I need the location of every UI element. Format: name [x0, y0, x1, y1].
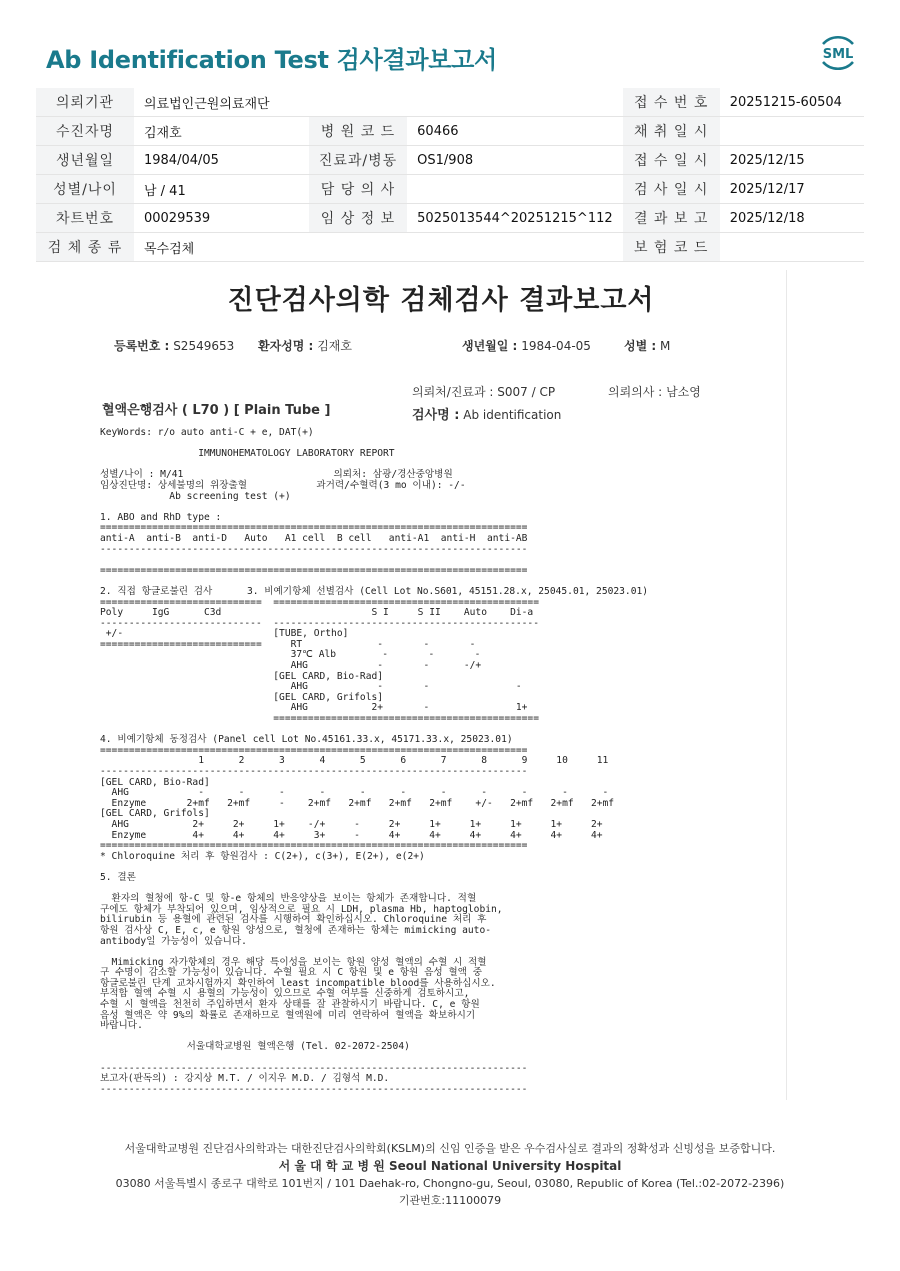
report-body: KeyWords: r/o auto anti-C + e, DAT(+) IMMUNOHEMATOLOGY LABORATORY REPORT 성별/나이 : M/41 의뢰처: 삼광/경산중앙병원 임상진단명: 상세불명의 위장출혈 과거력/수혈력(3 mo 이내): -/- Ab screening test (+) 1. ABO and RhD type : ========================================================================== anti-A anti-B anti-D Auto A1 cell B cell anti-A1 anti-H anti-AB -------------------------------------------------------------------------- ========================================================================== 2. 직접 항글로불린 검사 3. 비예기항체 선별검사 (Cell Lot No.S601, 45151.28.x, 25045.01, 25023.01) ============================ ============================================== Poly IgG C3d S I S II Auto Di-a ---------------------------- ---------------------------------------------- +/- [TUBE, Ortho] ============================ RT - - - 37℃ Alb - - - AHG - - -/+ [GEL CARD, Bio-Rad] AHG - - - [GEL CARD, Grifols] AHG 2+ - 1+ ============================================== 4. 비예기항체 동정검사 (Panel cell Lot No.45161.33.x, 45171.33.x, 25023.01) ========================================================================== 1 2 3 4 5 6 7 8 9 10 11 -------------------------------------------------------------------------- [GEL CARD, Bio-Rad] AHG - - - - - - - - - - - Enzyme 2+mf 2+mf - 2+mf 2+mf 2+mf 2+mf +/- 2+mf 2+mf 2+mf [GEL CARD, Grifols] AHG 2+ 2+ 1+ -/+ - 2+ 1+ 1+ 1+ 1+ 2+ Enzyme 4+ 4+ 4+ 3+ - 4+ 4+ 4+ 4+ 4+ 4+ ========================================================================== * Chloroquine 처리 후 항원검사 : C(2+), c(3+), E(2+), e(2+) 5. 결론 환자의 혈청에 항-C 및 항-e 항체의 반응양상을 보이는 항체가 존재합니다. 적혈 구에도 항체가 부착되어 있으며, 임상적으로 필요 시 LDH, plasma Hb, haptoglobin, bilirubin 등 용혈에 관련된 검사를 시행하여 확인하십시오. Chloroquine 처리 후 항원 검사상 C, E, c, e 항원 양성으로, 혈청에 존재하는 항체는 mimicking auto- antibody일 가능성이 있습니다. Mimicking 자가항체의 경우 해당 특이성을 보이는 항원 양성 혈액의 수혈 시 적혈 구 수명이 감소할 가능성이 있습니다. 수혈 필요 시 C 항원 및 e 항원 음성 혈액 중 항글로불린 단계 교차시험까지 확인하여 least incompatible blood를 사용하십시오. 부적합 혈액 수혈 시 용혈의 가능성이 있으므로 수혈 여부를 신중하게 검토하시고, 수혈 시 혈액을 천천히 주입하면서 환자 상태를 잘 관찰하시기 바랍니다. C, e 항원 음성 혈액은 약 9%의 확률로 존재하므로 혈액원에 미리 연락하여 혈액을 확보하시기 바랍니다. 서울대학교병원 혈액은행 (Tel. 02-2072-2504) -------------------------------------------------------------------------- 보고자(판독의) : 강지상 M.T. / 이지우 M.D. / 김형석 M.D. --------------------------------------------------------------------------	[100, 427, 649, 1095]
info-label: 진료과/병동	[309, 146, 407, 175]
info-value: OS1/908	[407, 146, 622, 175]
info-value: 김재호	[134, 117, 309, 146]
info-row	[36, 88, 864, 117]
footer-institution-number: 기관번호:11100079	[398, 1194, 502, 1207]
info-label: 차트번호	[36, 204, 134, 233]
info-row	[36, 146, 864, 175]
report-title: 진단검사의학 검체검사 결과보고서	[227, 285, 655, 316]
footer-address: 03080 서울특별시 종로구 대학로 101번지 / 101 Daehak-ro, Chongno-gu, Seoul, 03080, Republic of Korea (Tel.:02-2072-2396)	[115, 1177, 785, 1190]
info-label: 접 수 일 시	[623, 146, 720, 175]
info-label: 수진자명	[36, 117, 134, 146]
info-value	[407, 175, 622, 204]
info-label: 접 수 번 호	[623, 88, 720, 117]
patient-name: 환자성명 : 김재호	[258, 339, 352, 353]
info-value: 의료법인근원의료재단	[134, 88, 309, 117]
info-row	[36, 117, 864, 146]
info-value	[407, 233, 622, 262]
info-value	[407, 88, 622, 117]
info-label	[309, 233, 407, 262]
logo-text: SML	[822, 47, 854, 62]
ordering-doctor: 의뢰의사 : 남소영	[608, 385, 701, 399]
info-value: 5025013544^20251215^112	[407, 204, 622, 233]
info-value: 목수검체	[134, 233, 309, 262]
info-row	[36, 204, 864, 233]
test-group: 혈액은행검사 ( L70 ) [ Plain Tube ]	[102, 403, 331, 418]
lab-report	[96, 270, 787, 1100]
info-row	[36, 233, 864, 262]
sml-logo	[815, 30, 861, 76]
info-label: 검 체 종 류	[36, 233, 134, 262]
info-label: 결 과 보 고	[623, 204, 720, 233]
info-row	[36, 175, 864, 204]
info-label: 임 상 정 보	[309, 204, 407, 233]
info-label: 담 당 의 사	[309, 175, 407, 204]
patient-info-table	[36, 88, 864, 262]
sex: 성별 : M	[624, 339, 671, 353]
page-title: Ab Identification Test 검사결과보고서	[46, 46, 497, 74]
info-value: 1984/04/05	[134, 146, 309, 175]
info-value: 2025/12/18	[720, 204, 864, 233]
info-value: 남 / 41	[134, 175, 309, 204]
footer-accreditation: 서울대학교병원 진단검사의학과는 대한진단검사의학회(KSLM)의 신임 인증을 받은 우수검사실로 결과의 정확성과 신빙성을 보증합니다.	[124, 1142, 776, 1155]
info-value	[720, 117, 864, 146]
info-value: 20251215-60504	[720, 88, 864, 117]
info-value: 2025/12/15	[720, 146, 864, 175]
info-label: 생년월일	[36, 146, 134, 175]
footer-hospital-name: 서 울 대 학 교 병 원 Seoul National University Hospital	[278, 1159, 622, 1173]
date-of-birth: 생년월일 : 1984-04-05	[462, 339, 591, 353]
info-label: 병 원 코 드	[309, 117, 407, 146]
test-name: 검사명 : Ab identification	[412, 408, 562, 423]
info-label: 보 험 코 드	[623, 233, 720, 262]
info-label: 채 취 일 시	[623, 117, 720, 146]
info-value: 2025/12/17	[720, 175, 864, 204]
info-label	[309, 88, 407, 117]
info-value: 00029539	[134, 204, 309, 233]
info-value: 60466	[407, 117, 622, 146]
registration-number: 등록번호 : S2549653	[114, 339, 235, 353]
info-value	[720, 233, 864, 262]
info-label: 검 사 일 시	[623, 175, 720, 204]
info-label: 성별/나이	[36, 175, 134, 204]
info-label: 의뢰기관	[36, 88, 134, 117]
department: 의뢰처/진료과 : S007 / CP	[412, 385, 556, 399]
